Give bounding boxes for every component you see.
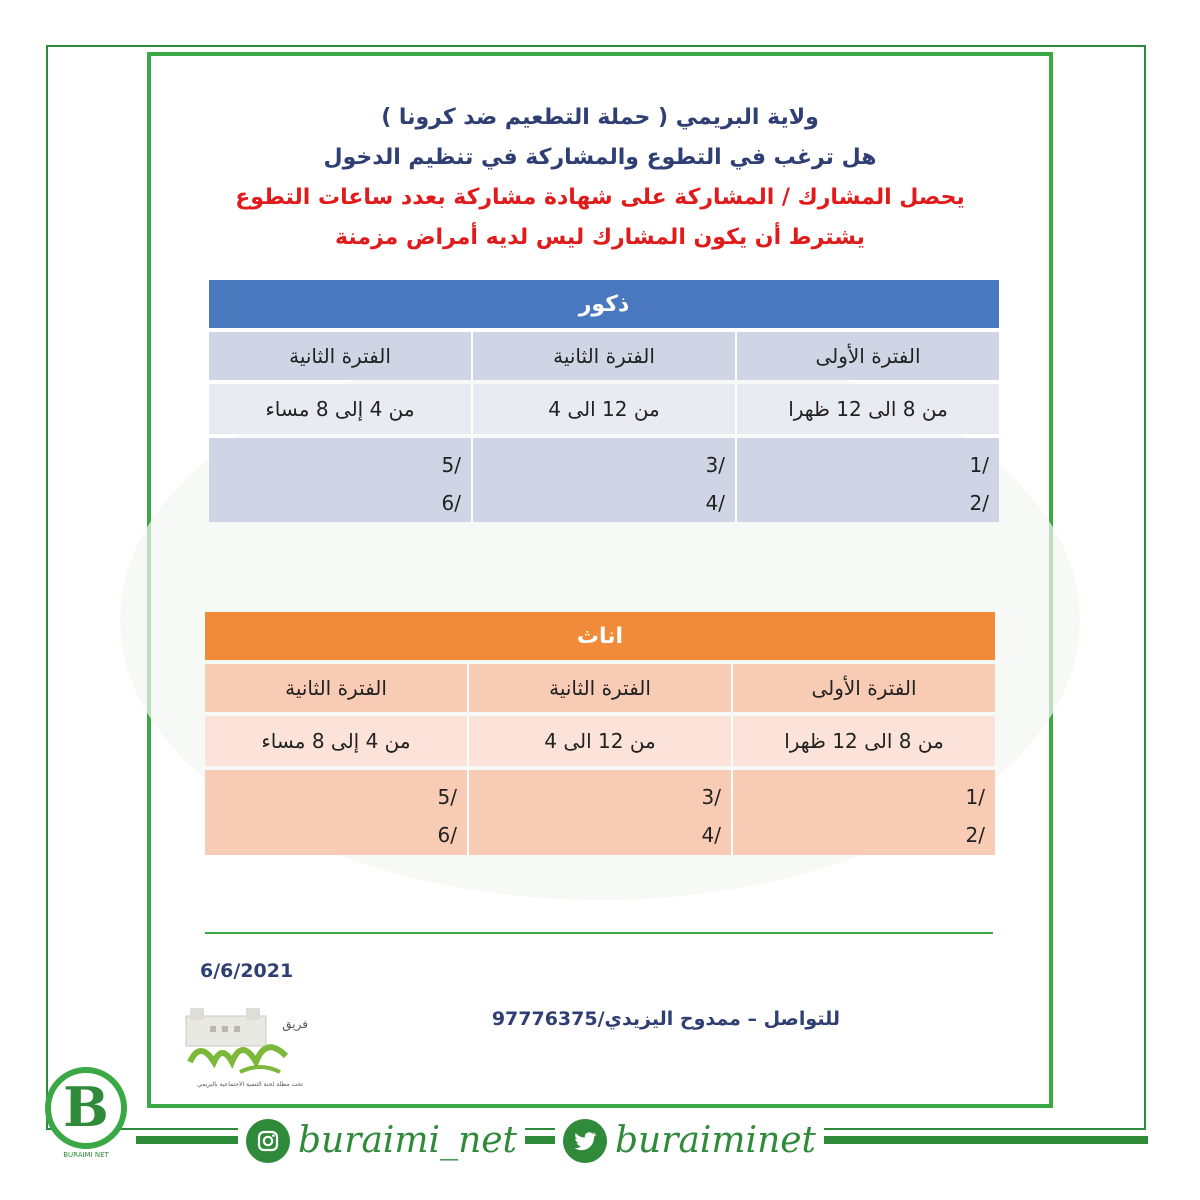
flyer-date: 6/6/2021 [200,960,294,982]
title-line: ولاية البريمي ( حملة التطعيم ضد كرونا ) [381,105,819,130]
females-times-row [205,716,995,766]
male-slot[interactable]: /2 [969,491,989,515]
male-slot[interactable]: /6 [441,491,461,515]
males-slots-1 [735,438,999,522]
females-slots-2 [467,770,731,855]
female-slot[interactable]: /6 [437,823,457,847]
svg-text:BURAIMI NET: BURAIMI NET [63,1151,109,1159]
svg-text:B: B [63,1075,109,1139]
females-table [205,612,995,855]
male-slot[interactable]: /3 [705,453,725,477]
females-time-2: من 12 الى 4 [467,716,731,766]
females-period-1: الفترة الأولى [731,664,995,712]
females-table-header: اناث [205,612,995,660]
females-time-3: من 4 إلى 8 مساء [261,729,411,753]
instagram-handle: buraimi_net [298,1120,518,1161]
certificate-note: يحصل المشارك / المشاركة على شهادة مشاركة بعدد ساعات التطوع [235,185,965,210]
svg-text:فريق: فريق [282,1017,308,1031]
female-slot[interactable]: /2 [965,823,985,847]
svg-text:تحت مظلة لجنة التنمية الاجتماع: تحت مظلة لجنة التنمية الاجتماعية بالبريمي [197,1081,303,1088]
males-time-2: من 12 الى 4 [471,384,735,434]
females-slots-3 [205,770,467,855]
instagram-link[interactable] [238,1118,525,1164]
males-time-1: من 8 الى 12 ظهرا [735,384,999,434]
instagram-icon [246,1119,290,1163]
male-slot[interactable]: /4 [705,491,725,515]
buraimi-net-logo [36,1062,136,1162]
males-slots-row [209,438,999,522]
footer-divider [205,932,993,934]
twitter-handle: buraiminet [615,1120,817,1161]
female-slot[interactable]: /1 [965,785,985,809]
twitter-link[interactable] [555,1118,824,1164]
female-slot[interactable]: /5 [437,785,457,809]
males-table [209,280,999,522]
condition-note: يشترط أن يكون المشارك ليس لديه أمراض مزمنة [335,225,865,250]
males-period-3: الفترة الثانية [289,344,391,368]
males-period-2: الفترة الثانية [471,332,735,380]
females-period-3: الفترة الثانية [285,676,387,700]
males-time-3: من 4 إلى 8 مساء [265,397,415,421]
twitter-icon [563,1119,607,1163]
females-slots-1 [731,770,995,855]
males-table-header: ذكور [209,280,999,328]
females-periods-row [205,664,995,712]
contact-info: للتواصل – ممدوح اليزيدي/97776375 [491,1008,840,1030]
male-slot[interactable]: /5 [441,453,461,477]
females-slots-row [205,770,995,855]
males-times-row [209,384,999,434]
females-period-2: الفترة الثانية [467,664,731,712]
question-line: هل ترغب في التطوع والمشاركة في تنظيم الدخول [323,145,877,170]
males-slots-3 [209,438,471,522]
male-slot[interactable]: /1 [969,453,989,477]
females-time-1: من 8 الى 12 ظهرا [731,716,995,766]
female-slot[interactable]: /4 [701,823,721,847]
males-slots-2 [471,438,735,522]
males-periods-row [209,332,999,380]
female-slot[interactable]: /3 [701,785,721,809]
team-logo [180,1002,320,1092]
males-period-1: الفترة الأولى [735,332,999,380]
